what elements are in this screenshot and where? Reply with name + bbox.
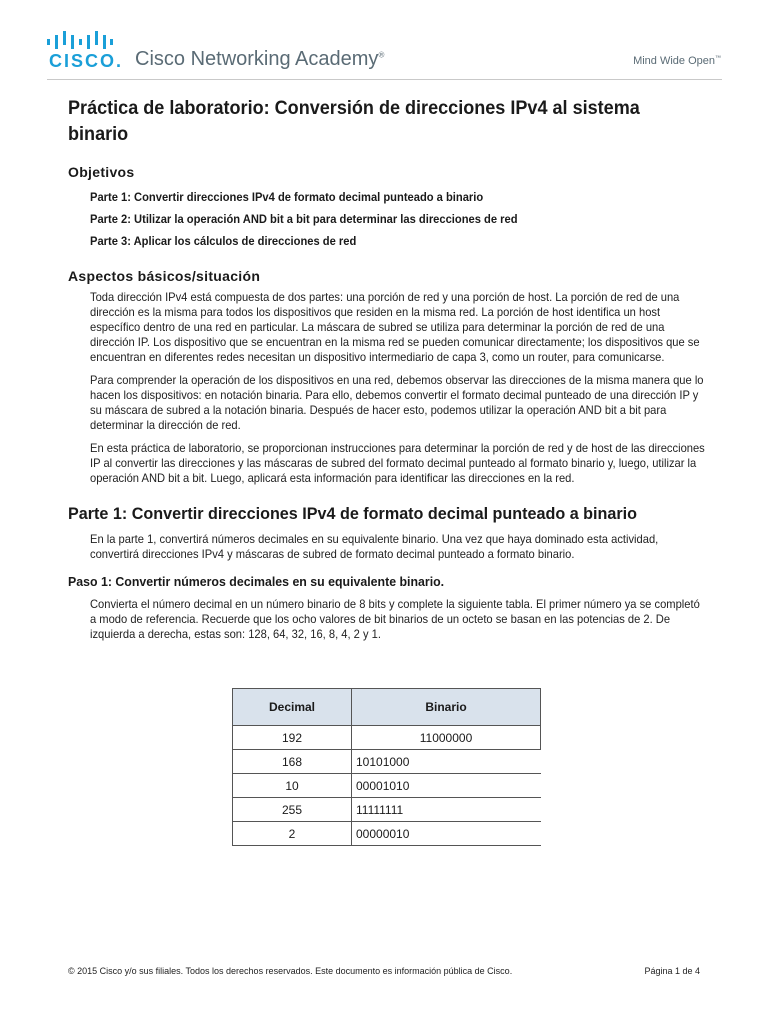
decimal-cell: 10 bbox=[233, 774, 352, 798]
step1-text: Convierta el número decimal en un número binario de 8 bits y complete la siguiente tabla. El primer número ya se completó a modo de referencia. Recuerde que los ocho valores de bit binarios de un octeto se basan en las potencias de 2. De izquierda a derecha, estas son: 128, 64, 32, 16, 8, 4, 2 y 1. bbox=[90, 597, 700, 641]
background-paragraph: Toda dirección IPv4 está compuesta de dos partes: una porción de red y una porción de host. La porción de red de una dirección es la misma para todos los dispositivos que residen en la misma red. La porción de host identifica un host específico dentro de una red en particular. La máscara de subred se utiliza para determinar la porción de red de una dirección IP. Los dispositivo que se encuentran en la misma red se pueden comunicar directamente; los dispositivos que se encuentran en diferentes redes necesitan un dispositivo intermediario de capa 3, como un router, para comunicarse. bbox=[90, 290, 700, 364]
academy-name bbox=[135, 48, 384, 71]
decimal-cell: 255 bbox=[233, 798, 352, 822]
binary-cell[interactable]: 10101000 bbox=[352, 750, 541, 774]
table-row bbox=[233, 822, 541, 846]
part1-intro: En la parte 1, convertirá números decimales en su equivalente binario. Una vez que haya dominado esta actividad, convertirá direcciones IPv4 y máscaras de subred de formato decimal punteado a formato binario. bbox=[90, 532, 659, 561]
cisco-wordmark: CISCO. bbox=[49, 51, 124, 71]
binary-cell[interactable]: 00001010 bbox=[352, 774, 541, 798]
binary-cell[interactable]: 11111111 bbox=[352, 798, 541, 822]
part1-heading: Parte 1: Convertir direcciones IPv4 de formato decimal punteado a binario bbox=[68, 504, 638, 523]
objective-item: Parte 1: Convertir direcciones IPv4 de formato decimal punteado a binario bbox=[90, 190, 484, 204]
header-divider bbox=[47, 79, 722, 80]
table-row bbox=[233, 774, 541, 798]
document-body bbox=[68, 96, 708, 650]
binary-cell: 11000000 bbox=[352, 726, 541, 750]
decimal-cell: 192 bbox=[233, 726, 352, 750]
cisco-bridge-logo-icon bbox=[47, 31, 113, 49]
tagline bbox=[633, 55, 721, 67]
registered-mark: ® bbox=[378, 50, 385, 60]
page-number: Página 1 de 4 bbox=[644, 966, 700, 976]
background-paragraph: Para comprender la operación de los dispositivos en una red, debemos observar las direcciones de la misma manera que lo hacen los dispositivos: en notación binaria. Para ello, debemos convertir el formato decimal punteado de una dirección IP y su máscara de subred a la notación binaria. Después de hacer esto, podemos utilizar la operación AND bit a bit para determinar la dirección de red. bbox=[90, 373, 704, 432]
table-row bbox=[233, 726, 541, 750]
binary-cell[interactable]: 00000010 bbox=[352, 822, 541, 846]
trademark-mark: ™ bbox=[715, 55, 721, 62]
objective-item: Parte 2: Utilizar la operación AND bit a bit para determinar las direcciones de red bbox=[90, 212, 518, 226]
background-heading: Aspectos básicos/situación bbox=[68, 268, 261, 284]
objective-item: Parte 3: Aplicar los cálculos de direcciones de red bbox=[90, 234, 357, 248]
table-row bbox=[233, 798, 541, 822]
column-header-binary: Binario bbox=[352, 689, 541, 726]
document-title: Práctica de laboratorio: Conversión de direcciones IPv4 al sistema binario bbox=[68, 98, 640, 145]
column-header-decimal: Decimal bbox=[233, 689, 352, 726]
table-header-row bbox=[233, 689, 541, 726]
page-header bbox=[0, 0, 768, 90]
decimal-cell: 168 bbox=[233, 750, 352, 774]
copyright-text: © 2015 Cisco y/o sus filiales. Todos los derechos reservados. Este documento es información pública de Cisco. bbox=[68, 966, 513, 976]
table-row bbox=[233, 750, 541, 774]
decimal-binary-table bbox=[232, 688, 541, 846]
decimal-cell: 2 bbox=[233, 822, 352, 846]
background-paragraph: En esta práctica de laboratorio, se proporcionan instrucciones para determinar la porción de red y de host de las direcciones IP al convertir las direcciones y las máscaras de subred del formato decimal punteado al formato binario y, luego, utilizar la operación AND bit a bit. Luego, aplicará esta información para identificar las direcciones en la red. bbox=[90, 441, 705, 485]
tagline-text: Mind Wide Open bbox=[633, 55, 715, 67]
academy-name-text: Cisco Networking Academy bbox=[135, 48, 379, 70]
objectives-heading: Objetivos bbox=[68, 164, 135, 180]
step1-heading: Paso 1: Convertir números decimales en su equivalente binario. bbox=[68, 574, 445, 589]
